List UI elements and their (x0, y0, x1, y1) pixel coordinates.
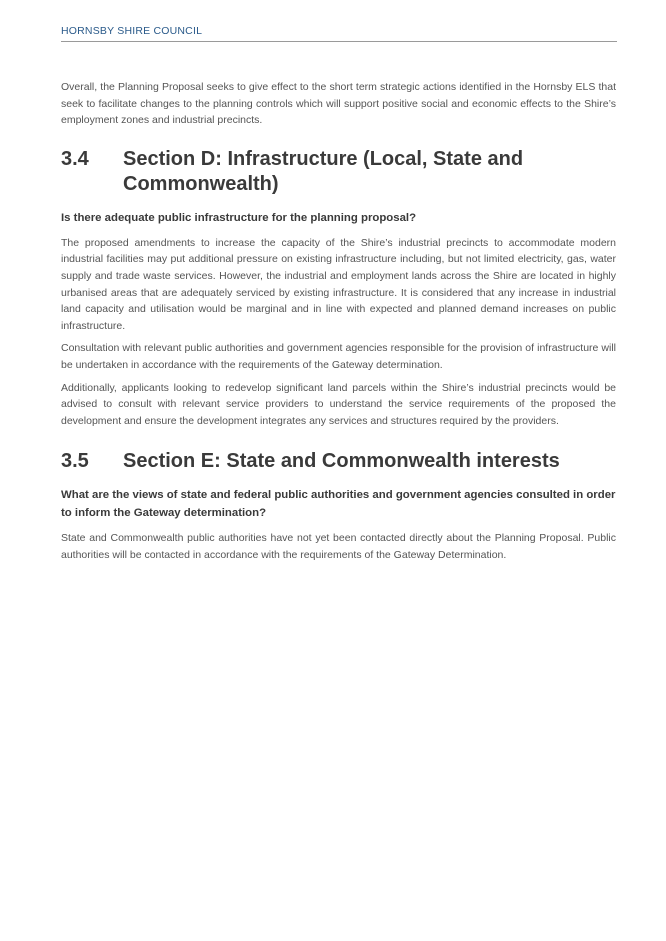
section-d-paragraph: Consultation with relevant public authorities and government agencies responsible for the provision of infrastructure will be undertaken in accordance with the requirements of the Gateway determination. (61, 342, 616, 371)
section-d (61, 147, 616, 430)
section-e-question: What are the views of state and federal public authorities and government agencies consulted in order to inform the Gateway determination? (61, 489, 616, 520)
section-d-title: Section D: Infrastructure (Local, State and Commonwealth) (123, 147, 524, 195)
section-e (61, 449, 616, 563)
council-name: HORNSBY SHIRE COUNCIL (61, 25, 203, 37)
section-d-number: 3.4 (61, 147, 89, 170)
section-e-number: 3.5 (61, 450, 89, 473)
section-d-heading (61, 147, 616, 197)
page-header (61, 24, 617, 42)
page-content (61, 79, 616, 570)
section-d-paragraph: The proposed amendments to increase the capacity of the Shire’s industrial precincts to accommodate modern industrial facilities may put additional pressure on existing infrastructure including, but not limited electricity, gas, water supply and trade waste services. However, the industrial and employment lands across the Shire are located in highly urbanised areas that are adequately serviced by existing infrastructure. It is considered that any increase in industrial land capacity and utilisation would be marginal and in line with expected and planned demand increases on public infrastructure. (61, 236, 616, 332)
section-d-question: Is there adequate public infrastructure for the planning proposal? (61, 211, 417, 224)
section-e-paragraph: State and Commonwealth public authorities have not yet been contacted directly about the Planning Proposal. Public authorities will be contacted in accordance with the requirements of the Gateway Determination. (61, 532, 616, 561)
intro-paragraph: Overall, the Planning Proposal seeks to give effect to the short term strategic actions identified in the Hornsby ELS that seek to facilitate changes to the planning controls which will support positive social and economic effects to the Shire’s employment zones and industrial precincts. (61, 81, 616, 127)
section-d-paragraph: Additionally, applicants looking to redevelop significant land parcels within the Shire’s industrial precincts would be advised to consult with relevant service providers to understand the service requirements of the proposed the development and ensure the development integrates any services and structures required by the providers. (61, 381, 616, 427)
section-e-heading (61, 449, 616, 474)
section-e-title: Section E: State and Commonwealth interests (123, 450, 560, 473)
